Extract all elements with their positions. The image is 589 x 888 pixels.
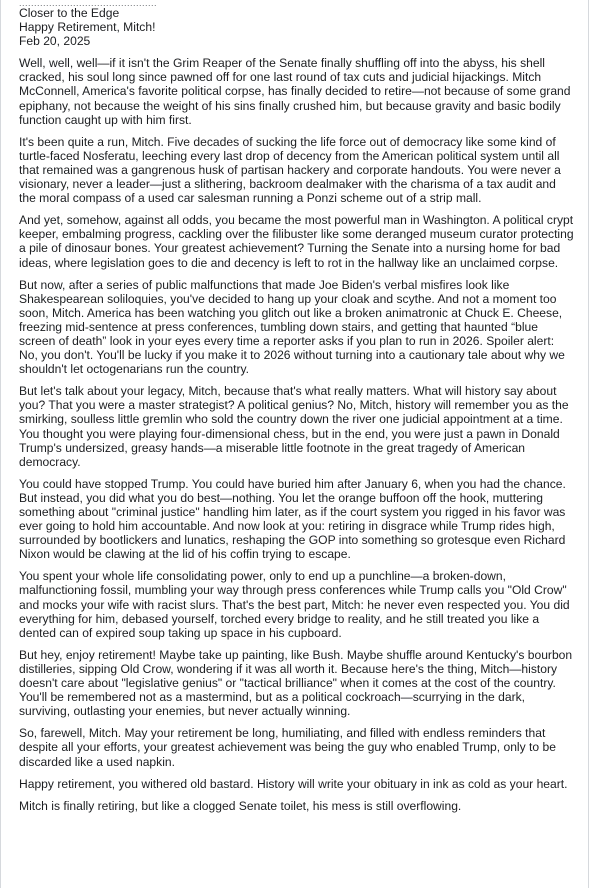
paragraph: Mitch is finally retiring, but like a clogged Senate toilet, his mess is still overflowing. bbox=[19, 798, 462, 813]
paragraph: But let's talk about your legacy, Mitch, because that's what really matters. What will history say about you? That you were a master strategist? A political genius? No, Mitch, history will remember you as the smirking, soulless little gremlin who sold the country down the river one judicial appointment at a time. You thought you were playing four-dimensional chess, but in the end, you were just a pawn in Donald Trump's undersized, greasy hands—a miserable little footnote in the great tragedy of American democracy. bbox=[19, 384, 569, 469]
paragraph: And yet, somehow, against all odds, you became the most powerful man in Washington. A political crypt keeper, embalming progress, cackling over the filibuster like some deranged museum curator protecting a pile of dinosaur bones. Your greatest achievement? Turning the Senate into a nursing home for bad ideas, where legislation goes to die and decency is left to rot in the hallway like an unclaimed corpse. bbox=[19, 213, 574, 270]
post-date: Feb 20, 2025 bbox=[19, 34, 91, 49]
paragraph: But hey, enjoy retirement! Maybe take up painting, like Bush. Maybe shuffle around Kentucky's bourbon distilleries, sipping Old Crow, wondering if it was all worth it. Because here's the thing, Mitch—history doesn't care about "legislative genius" or "tactical brilliance" when it comes at the cost of the country. You'll be remembered not as a mastermind, but as a political cockroach—scurrying in the dark, surviving, outlasting your enemies, but never actually winning. bbox=[19, 647, 573, 719]
paragraph: So, farewell, Mitch. May your retirement be long, humiliating, and filled with endless reminders that despite all your efforts, your greatest achievement was being the guy who enabled Trump, only to be discarded like a used napkin. bbox=[19, 726, 556, 769]
post-body bbox=[19, 56, 574, 813]
post-title: Closer to the Edge bbox=[19, 6, 120, 20]
paragraph: Happy retirement, you withered old bastard. History will write your obituary in ink as cold as your heart. bbox=[19, 776, 568, 791]
top-separator: .............................................. bbox=[19, 0, 158, 6]
post-subtitle: Happy Retirement, Mitch! bbox=[19, 20, 156, 35]
paragraph: You spent your whole life consolidating power, only to end up a punchline—a broken-down, malfunctioning fossil, mumbling your way through press conferences while Trump calls you "Old Crow" and mocks your wife with racist slurs. That's the best part, Mitch: he never even respected you. You did everything for him, debased yourself, torched every bridge to reality, and he still treated you like a dented can of expired soup taking up space in his cupboard. bbox=[19, 569, 570, 640]
paragraph: But now, after a series of public malfunctions that made Joe Biden's verbal misfires look like Shakespearean soliloquies, you've decided to hang up your cloak and scythe. And not a moment too soon, Mitch. America has been watching you glitch out like a broken animatronic at Chuck E. Cheese, freezing mid-sentence at press conferences, tumbling down stairs, and getting that haunted “blue screen of death” look in your eyes every time a reporter asks if you plan to run in 2026. Spoiler alert: No, you don't. You'll be lucky if you make it to 2026 without turning into a cautionary tale about why we shouldn't let octogenarians run the country. bbox=[19, 277, 565, 377]
paragraph: It's been quite a run, Mitch. Five decades of sucking the life force out of democracy like some kind of turtle-faced Nosferatu, leeching every last drop of decency from the American political system until all that remained was a gangrenous husk of partisan hackery and corporate handouts. You were never a visionary, never a leader—just a slithering, backroom dealmaker with the charisma of a tax audit and the moral compass of a used car salesman running a Ponzi scheme out of a strip mall. bbox=[19, 134, 561, 206]
paragraph: Well, well, well—if it isn't the Grim Reaper of the Senate finally shuffling off into the abyss, his shell cracked, his soul long since pawned off for one last round of tax cuts and judicial hijackings. Mitch McConnell, America's favorite political corpse, has finally decided to retire—not because of some grand epiphany, not because the weight of his sins finally crushed him, but because gravity and basic bodily function caught up with him first. bbox=[19, 56, 571, 127]
post-header bbox=[19, 6, 574, 48]
paragraph: You could have stopped Trump. You could have buried him after January 6, when you had the chance. But instead, you did what you do best—nothing. You let the orange buffoon off the hook, muttering something about "criminal justice" handling him later, as if the court system you rigged in his favor was ever going to hold him accountable. And now look at you: retiring in disgrace while Trump rides high, surrounded by bootlickers and lunatics, reshaping the GOP into something so grotesque even Richard Nixon would be clawing at the lid of his coffin trying to escape. bbox=[19, 476, 566, 562]
